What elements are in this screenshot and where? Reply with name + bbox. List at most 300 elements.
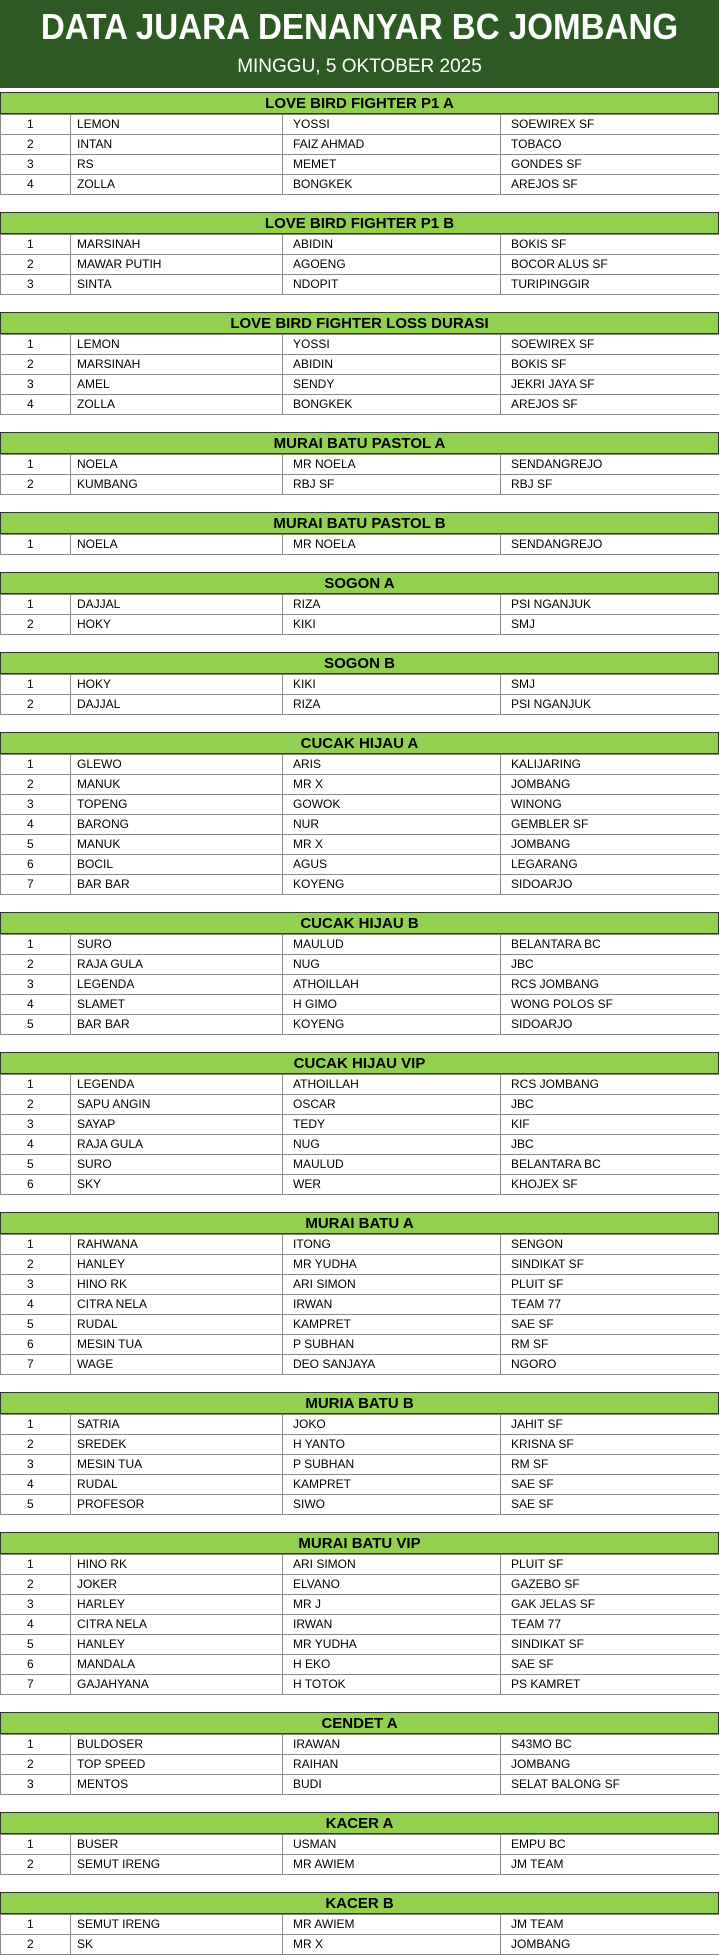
- bird-name-cell: RS: [71, 155, 283, 175]
- rank-cell: 3: [1, 1455, 71, 1475]
- section-title: SOGON A: [0, 572, 719, 594]
- table-row: [1, 755, 719, 775]
- team-cell: RM SF: [501, 1335, 719, 1355]
- owner-cell: KIKI: [283, 615, 501, 635]
- team-cell: AREJOS SF: [501, 175, 719, 195]
- bird-name-cell: MESIN TUA: [71, 1455, 283, 1475]
- owner-cell: ARIS: [283, 755, 501, 775]
- section-title: CENDET A: [0, 1712, 719, 1734]
- section-gap: [0, 1795, 719, 1812]
- table-row: [1, 1775, 719, 1795]
- owner-cell: IRAWAN: [283, 1735, 501, 1755]
- bird-name-cell: BULDOSER: [71, 1735, 283, 1755]
- table-row: [1, 775, 719, 795]
- table-row: [1, 1355, 719, 1375]
- owner-cell: BUDI: [283, 1775, 501, 1795]
- results-table: [0, 1834, 719, 1875]
- owner-cell: NDOPIT: [283, 275, 501, 295]
- result-section: [0, 1812, 719, 1875]
- table-row: [1, 1615, 719, 1635]
- results-table: [0, 234, 719, 295]
- bird-name-cell: RAJA GULA: [71, 1135, 283, 1155]
- owner-cell: MR X: [283, 1935, 501, 1955]
- bird-name-cell: HARLEY: [71, 1595, 283, 1615]
- bird-name-cell: CITRA NELA: [71, 1295, 283, 1315]
- table-row: [1, 1855, 719, 1875]
- rank-cell: 1: [1, 1555, 71, 1575]
- section-gap: [0, 1695, 719, 1712]
- team-cell: SENDANGREJO: [501, 455, 719, 475]
- rank-cell: 3: [1, 975, 71, 995]
- table-row: [1, 455, 719, 475]
- owner-cell: YOSSI: [283, 115, 501, 135]
- owner-cell: MAULUD: [283, 1155, 501, 1175]
- result-section: [0, 912, 719, 1035]
- result-section: [0, 1212, 719, 1375]
- owner-cell: H GIMO: [283, 995, 501, 1015]
- rank-cell: 5: [1, 1635, 71, 1655]
- table-row: [1, 1315, 719, 1335]
- rank-cell: 2: [1, 1935, 71, 1955]
- bird-name-cell: HOKY: [71, 675, 283, 695]
- team-cell: BOKIS SF: [501, 235, 719, 255]
- bird-name-cell: LEMON: [71, 335, 283, 355]
- result-section: [0, 1892, 719, 1955]
- section-gap: [0, 415, 719, 432]
- rank-cell: 2: [1, 1755, 71, 1775]
- table-row: [1, 475, 719, 495]
- rank-cell: 7: [1, 875, 71, 895]
- results-table: [0, 114, 719, 195]
- rank-cell: 3: [1, 1595, 71, 1615]
- result-section: [0, 1532, 719, 1695]
- team-cell: SIDOARJO: [501, 875, 719, 895]
- owner-cell: NUG: [283, 1135, 501, 1155]
- section-gap: [0, 1035, 719, 1052]
- rank-cell: 6: [1, 1335, 71, 1355]
- bird-name-cell: HANLEY: [71, 1635, 283, 1655]
- table-row: [1, 335, 719, 355]
- rank-cell: 1: [1, 1915, 71, 1935]
- bird-name-cell: MENTOS: [71, 1775, 283, 1795]
- team-cell: PLUIT SF: [501, 1555, 719, 1575]
- section-title: LOVE BIRD FIGHTER P1 B: [0, 212, 719, 234]
- team-cell: KRISNA SF: [501, 1435, 719, 1455]
- owner-cell: RBJ SF: [283, 475, 501, 495]
- owner-cell: USMAN: [283, 1835, 501, 1855]
- bird-name-cell: RUDAL: [71, 1475, 283, 1495]
- rank-cell: 5: [1, 1015, 71, 1035]
- bird-name-cell: LEGENDA: [71, 975, 283, 995]
- team-cell: PS KAMRET: [501, 1675, 719, 1695]
- table-row: [1, 1575, 719, 1595]
- section-title: KACER B: [0, 1892, 719, 1914]
- owner-cell: MR YUDHA: [283, 1635, 501, 1655]
- bird-name-cell: RAHWANA: [71, 1235, 283, 1255]
- section-title: CUCAK HIJAU A: [0, 732, 719, 754]
- section-title: MURIA BATU B: [0, 1392, 719, 1414]
- bird-name-cell: NOELA: [71, 455, 283, 475]
- results-table: [0, 1914, 719, 1955]
- team-cell: S43MO BC: [501, 1735, 719, 1755]
- owner-cell: TEDY: [283, 1115, 501, 1135]
- results-list: [0, 92, 719, 1955]
- table-row: [1, 1295, 719, 1315]
- team-cell: JOMBANG: [501, 1755, 719, 1775]
- rank-cell: 2: [1, 135, 71, 155]
- table-row: [1, 535, 719, 555]
- rank-cell: 4: [1, 1135, 71, 1155]
- rank-cell: 2: [1, 1575, 71, 1595]
- table-row: [1, 1095, 719, 1115]
- team-cell: SOEWIREX SF: [501, 115, 719, 135]
- team-cell: GONDES SF: [501, 155, 719, 175]
- bird-name-cell: SK: [71, 1935, 283, 1955]
- rank-cell: 7: [1, 1675, 71, 1695]
- results-table: [0, 1554, 719, 1695]
- rank-cell: 6: [1, 1175, 71, 1195]
- owner-cell: ATHOILLAH: [283, 975, 501, 995]
- bird-name-cell: SAPU ANGIN: [71, 1095, 283, 1115]
- owner-cell: ITONG: [283, 1235, 501, 1255]
- team-cell: AREJOS SF: [501, 395, 719, 415]
- team-cell: BOKIS SF: [501, 355, 719, 375]
- table-row: [1, 375, 719, 395]
- results-table: [0, 534, 719, 555]
- table-row: [1, 975, 719, 995]
- team-cell: SELAT BALONG SF: [501, 1775, 719, 1795]
- rank-cell: 3: [1, 795, 71, 815]
- section-title: CUCAK HIJAU B: [0, 912, 719, 934]
- team-cell: SENDANGREJO: [501, 535, 719, 555]
- owner-cell: IRWAN: [283, 1295, 501, 1315]
- bird-name-cell: HINO RK: [71, 1555, 283, 1575]
- bird-name-cell: PROFESOR: [71, 1495, 283, 1515]
- table-row: [1, 875, 719, 895]
- rank-cell: 2: [1, 955, 71, 975]
- team-cell: RCS JOMBANG: [501, 1075, 719, 1095]
- results-table: [0, 674, 719, 715]
- section-gap: [0, 1515, 719, 1532]
- table-row: [1, 675, 719, 695]
- rank-cell: 1: [1, 935, 71, 955]
- section-gap: [0, 1195, 719, 1212]
- table-row: [1, 1415, 719, 1435]
- bird-name-cell: MANDALA: [71, 1655, 283, 1675]
- result-section: [0, 432, 719, 495]
- table-row: [1, 1335, 719, 1355]
- rank-cell: 4: [1, 1615, 71, 1635]
- bird-name-cell: BAR BAR: [71, 875, 283, 895]
- team-cell: SENGON: [501, 1235, 719, 1255]
- team-cell: SINDIKAT SF: [501, 1255, 719, 1275]
- section-gap: [0, 495, 719, 512]
- results-table: [0, 1734, 719, 1795]
- table-row: [1, 255, 719, 275]
- owner-cell: ELVANO: [283, 1575, 501, 1595]
- table-row: [1, 1135, 719, 1155]
- owner-cell: AGOENG: [283, 255, 501, 275]
- result-section: [0, 512, 719, 555]
- table-row: [1, 1595, 719, 1615]
- team-cell: TURIPINGGIR: [501, 275, 719, 295]
- result-section: [0, 92, 719, 195]
- bird-name-cell: HOKY: [71, 615, 283, 635]
- team-cell: TOBACO: [501, 135, 719, 155]
- section-title: SOGON B: [0, 652, 719, 674]
- bird-name-cell: SREDEK: [71, 1435, 283, 1455]
- table-row: [1, 1635, 719, 1655]
- table-row: [1, 1155, 719, 1175]
- owner-cell: KIKI: [283, 675, 501, 695]
- owner-cell: P SUBHAN: [283, 1455, 501, 1475]
- table-row: [1, 1735, 719, 1755]
- owner-cell: FAIZ AHMAD: [283, 135, 501, 155]
- rank-cell: 1: [1, 595, 71, 615]
- team-cell: JAHIT SF: [501, 1415, 719, 1435]
- team-cell: JBC: [501, 1135, 719, 1155]
- table-row: [1, 1435, 719, 1455]
- rank-cell: 1: [1, 115, 71, 135]
- owner-cell: BONGKEK: [283, 175, 501, 195]
- owner-cell: RAIHAN: [283, 1755, 501, 1775]
- bird-name-cell: SAYAP: [71, 1115, 283, 1135]
- rank-cell: 4: [1, 1475, 71, 1495]
- owner-cell: ATHOILLAH: [283, 1075, 501, 1095]
- section-gap: [0, 195, 719, 212]
- table-row: [1, 155, 719, 175]
- rank-cell: 5: [1, 1495, 71, 1515]
- team-cell: JOMBANG: [501, 775, 719, 795]
- team-cell: BELANTARA BC: [501, 1155, 719, 1175]
- section-gap: [0, 1875, 719, 1892]
- result-section: [0, 572, 719, 635]
- owner-cell: KAMPRET: [283, 1315, 501, 1335]
- rank-cell: 1: [1, 1735, 71, 1755]
- bird-name-cell: ZOLLA: [71, 395, 283, 415]
- section-title: LOVE BIRD FIGHTER LOSS DURASI: [0, 312, 719, 334]
- rank-cell: 2: [1, 355, 71, 375]
- team-cell: RM SF: [501, 1455, 719, 1475]
- bird-name-cell: INTAN: [71, 135, 283, 155]
- owner-cell: H EKO: [283, 1655, 501, 1675]
- team-cell: TEAM 77: [501, 1615, 719, 1635]
- table-row: [1, 1175, 719, 1195]
- table-row: [1, 135, 719, 155]
- rank-cell: 6: [1, 855, 71, 875]
- bird-name-cell: SEMUT IRENG: [71, 1855, 283, 1875]
- rank-cell: 4: [1, 395, 71, 415]
- bird-name-cell: MANUK: [71, 775, 283, 795]
- bird-name-cell: GLEWO: [71, 755, 283, 775]
- table-row: [1, 1475, 719, 1495]
- table-row: [1, 175, 719, 195]
- table-row: [1, 1495, 719, 1515]
- owner-cell: H TOTOK: [283, 1675, 501, 1695]
- section-title: CUCAK HIJAU VIP: [0, 1052, 719, 1074]
- result-section: [0, 312, 719, 415]
- rank-cell: 1: [1, 1835, 71, 1855]
- bird-name-cell: SKY: [71, 1175, 283, 1195]
- bird-name-cell: SEMUT IRENG: [71, 1915, 283, 1935]
- page-title: DATA JUARA DENANYAR BC JOMBANG: [29, 6, 690, 48]
- owner-cell: WER: [283, 1175, 501, 1195]
- team-cell: BELANTARA BC: [501, 935, 719, 955]
- owner-cell: H YANTO: [283, 1435, 501, 1455]
- table-row: [1, 1275, 719, 1295]
- results-table: [0, 334, 719, 415]
- result-section: [0, 212, 719, 295]
- section-title: LOVE BIRD FIGHTER P1 A: [0, 92, 719, 114]
- team-cell: LEGARANG: [501, 855, 719, 875]
- table-row: [1, 1455, 719, 1475]
- page-header: [0, 0, 719, 88]
- owner-cell: KAMPRET: [283, 1475, 501, 1495]
- rank-cell: 2: [1, 255, 71, 275]
- result-section: [0, 1712, 719, 1795]
- team-cell: JBC: [501, 955, 719, 975]
- team-cell: NGORO: [501, 1355, 719, 1375]
- rank-cell: 3: [1, 155, 71, 175]
- table-row: [1, 1115, 719, 1135]
- rank-cell: 2: [1, 695, 71, 715]
- owner-cell: GOWOK: [283, 795, 501, 815]
- result-section: [0, 652, 719, 715]
- owner-cell: OSCAR: [283, 1095, 501, 1115]
- rank-cell: 1: [1, 1415, 71, 1435]
- owner-cell: NUG: [283, 955, 501, 975]
- team-cell: SINDIKAT SF: [501, 1635, 719, 1655]
- result-section: [0, 1052, 719, 1195]
- table-row: [1, 995, 719, 1015]
- team-cell: KHOJEX SF: [501, 1175, 719, 1195]
- bird-name-cell: BARONG: [71, 815, 283, 835]
- team-cell: RBJ SF: [501, 475, 719, 495]
- owner-cell: ABIDIN: [283, 235, 501, 255]
- section-gap: [0, 895, 719, 912]
- owner-cell: MR YUDHA: [283, 1255, 501, 1275]
- bird-name-cell: SURO: [71, 1155, 283, 1175]
- result-section: [0, 1392, 719, 1515]
- rank-cell: 3: [1, 1275, 71, 1295]
- table-row: [1, 1675, 719, 1695]
- table-row: [1, 1755, 719, 1775]
- owner-cell: SIWO: [283, 1495, 501, 1515]
- section-title: KACER A: [0, 1812, 719, 1834]
- bird-name-cell: JOKER: [71, 1575, 283, 1595]
- team-cell: KALIJARING: [501, 755, 719, 775]
- results-table: [0, 754, 719, 895]
- team-cell: GAK JELAS SF: [501, 1595, 719, 1615]
- table-row: [1, 1655, 719, 1675]
- bird-name-cell: TOPENG: [71, 795, 283, 815]
- team-cell: JOMBANG: [501, 1935, 719, 1955]
- bird-name-cell: AMEL: [71, 375, 283, 395]
- rank-cell: 1: [1, 755, 71, 775]
- table-row: [1, 955, 719, 975]
- section-gap: [0, 555, 719, 572]
- team-cell: EMPU BC: [501, 1835, 719, 1855]
- rank-cell: 5: [1, 1315, 71, 1335]
- event-date: MINGGU, 5 OKTOBER 2025: [0, 56, 719, 78]
- owner-cell: RIZA: [283, 595, 501, 615]
- owner-cell: MR NOELA: [283, 455, 501, 475]
- team-cell: SMJ: [501, 615, 719, 635]
- bird-name-cell: NOELA: [71, 535, 283, 555]
- table-row: [1, 235, 719, 255]
- rank-cell: 1: [1, 675, 71, 695]
- rank-cell: 2: [1, 615, 71, 635]
- team-cell: RCS JOMBANG: [501, 975, 719, 995]
- team-cell: PSI NGANJUK: [501, 695, 719, 715]
- team-cell: PSI NGANJUK: [501, 595, 719, 615]
- owner-cell: P SUBHAN: [283, 1335, 501, 1355]
- rank-cell: 3: [1, 1115, 71, 1135]
- owner-cell: SENDY: [283, 375, 501, 395]
- section-title: MURAI BATU PASTOL A: [0, 432, 719, 454]
- bird-name-cell: RUDAL: [71, 1315, 283, 1335]
- table-row: [1, 275, 719, 295]
- table-row: [1, 695, 719, 715]
- owner-cell: MR J: [283, 1595, 501, 1615]
- owner-cell: MAULUD: [283, 935, 501, 955]
- owner-cell: MR X: [283, 775, 501, 795]
- team-cell: SAE SF: [501, 1655, 719, 1675]
- owner-cell: RIZA: [283, 695, 501, 715]
- table-row: [1, 1915, 719, 1935]
- team-cell: JOMBANG: [501, 835, 719, 855]
- team-cell: JBC: [501, 1095, 719, 1115]
- result-section: [0, 732, 719, 895]
- results-table: [0, 1234, 719, 1375]
- owner-cell: MR NOELA: [283, 535, 501, 555]
- table-row: [1, 855, 719, 875]
- table-row: [1, 1015, 719, 1035]
- bird-name-cell: MAWAR PUTIH: [71, 255, 283, 275]
- owner-cell: ABIDIN: [283, 355, 501, 375]
- bird-name-cell: HANLEY: [71, 1255, 283, 1275]
- team-cell: BOCOR ALUS SF: [501, 255, 719, 275]
- results-table: [0, 1414, 719, 1515]
- bird-name-cell: ZOLLA: [71, 175, 283, 195]
- bird-name-cell: SURO: [71, 935, 283, 955]
- bird-name-cell: LEMON: [71, 115, 283, 135]
- owner-cell: BONGKEK: [283, 395, 501, 415]
- section-title: MURAI BATU A: [0, 1212, 719, 1234]
- bird-name-cell: SLAMET: [71, 995, 283, 1015]
- rank-cell: 1: [1, 1235, 71, 1255]
- table-row: [1, 1255, 719, 1275]
- rank-cell: 1: [1, 455, 71, 475]
- rank-cell: 1: [1, 1075, 71, 1095]
- owner-cell: AGUS: [283, 855, 501, 875]
- section-gap: [0, 715, 719, 732]
- rank-cell: 2: [1, 1255, 71, 1275]
- bird-name-cell: BOCIL: [71, 855, 283, 875]
- rank-cell: 4: [1, 1295, 71, 1315]
- team-cell: KIF: [501, 1115, 719, 1135]
- rank-cell: 2: [1, 775, 71, 795]
- table-row: [1, 1835, 719, 1855]
- rank-cell: 1: [1, 235, 71, 255]
- bird-name-cell: WAGE: [71, 1355, 283, 1375]
- table-row: [1, 935, 719, 955]
- team-cell: PLUIT SF: [501, 1275, 719, 1295]
- owner-cell: IRWAN: [283, 1615, 501, 1635]
- section-gap: [0, 1375, 719, 1392]
- bird-name-cell: GAJAHYANA: [71, 1675, 283, 1695]
- rank-cell: 2: [1, 1855, 71, 1875]
